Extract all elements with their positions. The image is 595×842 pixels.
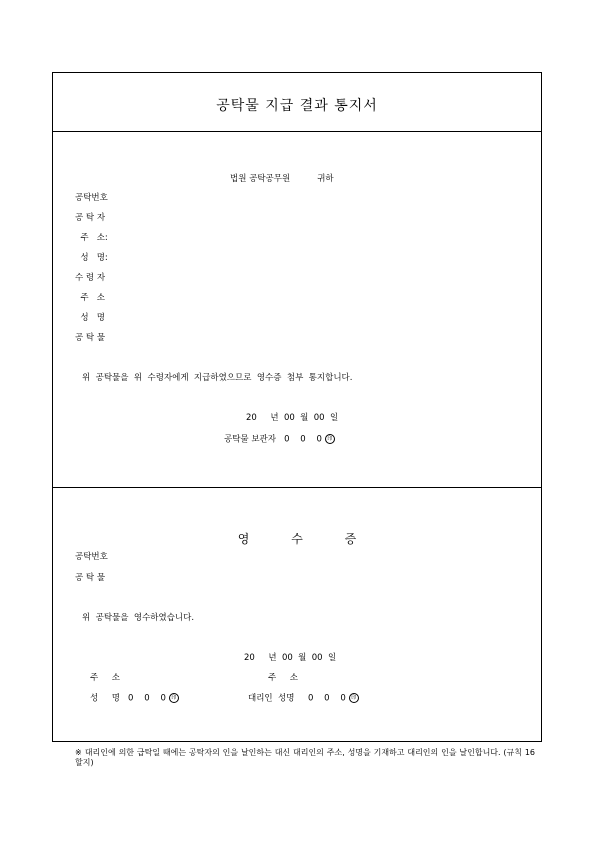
field-recipient-name: 성 명 [75,313,105,323]
receipt-right-address: 주 소 [268,673,298,683]
receipt-title: 영 수 증 [237,532,357,546]
field-deposit-item: 공 탁 물 [75,333,106,343]
title-divider [53,131,541,132]
receipt-date: 20 년 00 월 00 일 [244,653,337,663]
receipt-left-name: 성 명 0 0 0 [90,693,166,704]
footnote: ※ 대리인에 의한 급탁일 때에는 공탁자의 인을 날인하는 대신 대리인의 주소, 성명을 기재하고 대리인의 인을 날인합니다. (규칙 16할지) [75,748,535,767]
receipt-field-deposit-number: 공탁번호 [75,552,108,562]
field-depositor-name: 성 명: [75,253,108,263]
notice-message: 위 공탁물을 위 수령자에게 지급하였으므로 영수증 첨부 통지합니다. [82,373,353,383]
field-depositor: 공 탁 자 [75,213,106,223]
notice-title: 공탁물 지급 결과 통지서 [216,98,378,114]
field-depositor-address: 주 소: [75,233,108,243]
field-deposit-number: 공탁번호 [75,193,108,203]
field-recipient: 수 령 자 [75,273,106,283]
custodian-label: 공탁물 보관자 0 0 0 [224,434,322,445]
receipt-left-signature [90,693,179,703]
receipt-right-name: 대리인 성명 0 0 0 [248,693,346,704]
field-recipient-address: 주 소 [75,293,105,303]
form-frame [52,72,542,742]
custodian-signature [224,434,335,444]
receipt-right-signature [248,693,359,703]
seal-icon: 印 [169,693,179,703]
receipt-field-deposit-item: 공 탁 물 [75,573,106,583]
seal-icon: 印 [325,434,335,444]
receipt-message: 위 공탁물을 영수하였습니다. [82,613,195,623]
seal-icon: 印 [349,693,359,703]
notice-date: 20 년 00 월 00 일 [246,413,339,423]
addressee-line: 법원 공탁공무원 귀하 [230,174,334,184]
section-divider [53,487,541,488]
receipt-left-address: 주 소 [90,673,120,683]
